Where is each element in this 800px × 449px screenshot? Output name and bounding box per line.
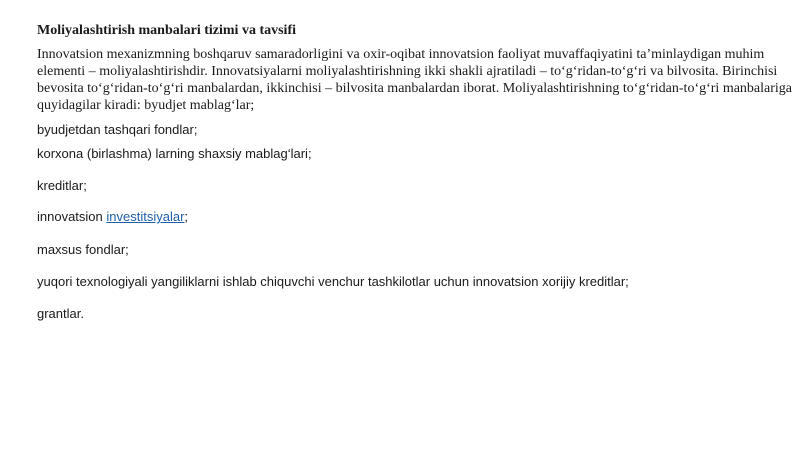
list-item-suffix: ;: [184, 209, 189, 224]
investments-link[interactable]: investitsiyalar: [106, 209, 185, 224]
document-title: Moliyalashtirish manbalari tizimi va tavsifi: [37, 23, 296, 38]
list-item: [37, 208, 188, 225]
list-item: grantlar.: [37, 306, 84, 321]
list-item: korxona (birlashma) larning shaxsiy mablag‘lari;: [37, 146, 312, 161]
list-item-text: innovatsion: [37, 209, 107, 224]
list-item: kreditlar;: [37, 178, 87, 193]
intro-paragraph: Innovatsion mexanizmning boshqaruv samaradorligini va oxir-oqibat innovatsion faoliyat muvaffaqiyatini ta’minlaydigan muhim elementi – moliyalashtirishdir. Innovatsiyalarni moliyalashtirishning ikki shakli ajratiladi – to‘g‘ridan-to‘g‘ri va bilvosita. Birinchisi bevosita to‘g‘ridan-to‘g‘ri manbalardan, ikkinchisi – bilvosita manbalardan iborat. Moliyalashtirishning to‘g‘ridan-to‘g‘ri manbalariga quyidagilar kiradi: byudjet mablag‘lar;: [37, 47, 793, 113]
list-item: yuqori texnologiyali yangiliklarni ishlab chiquvchi venchur tashkilotlar uchun innovatsion xorijiy kreditlar;: [37, 274, 629, 289]
list-item: byudjetdan tashqari fondlar;: [37, 122, 198, 137]
list-item: maxsus fondlar;: [37, 242, 129, 257]
